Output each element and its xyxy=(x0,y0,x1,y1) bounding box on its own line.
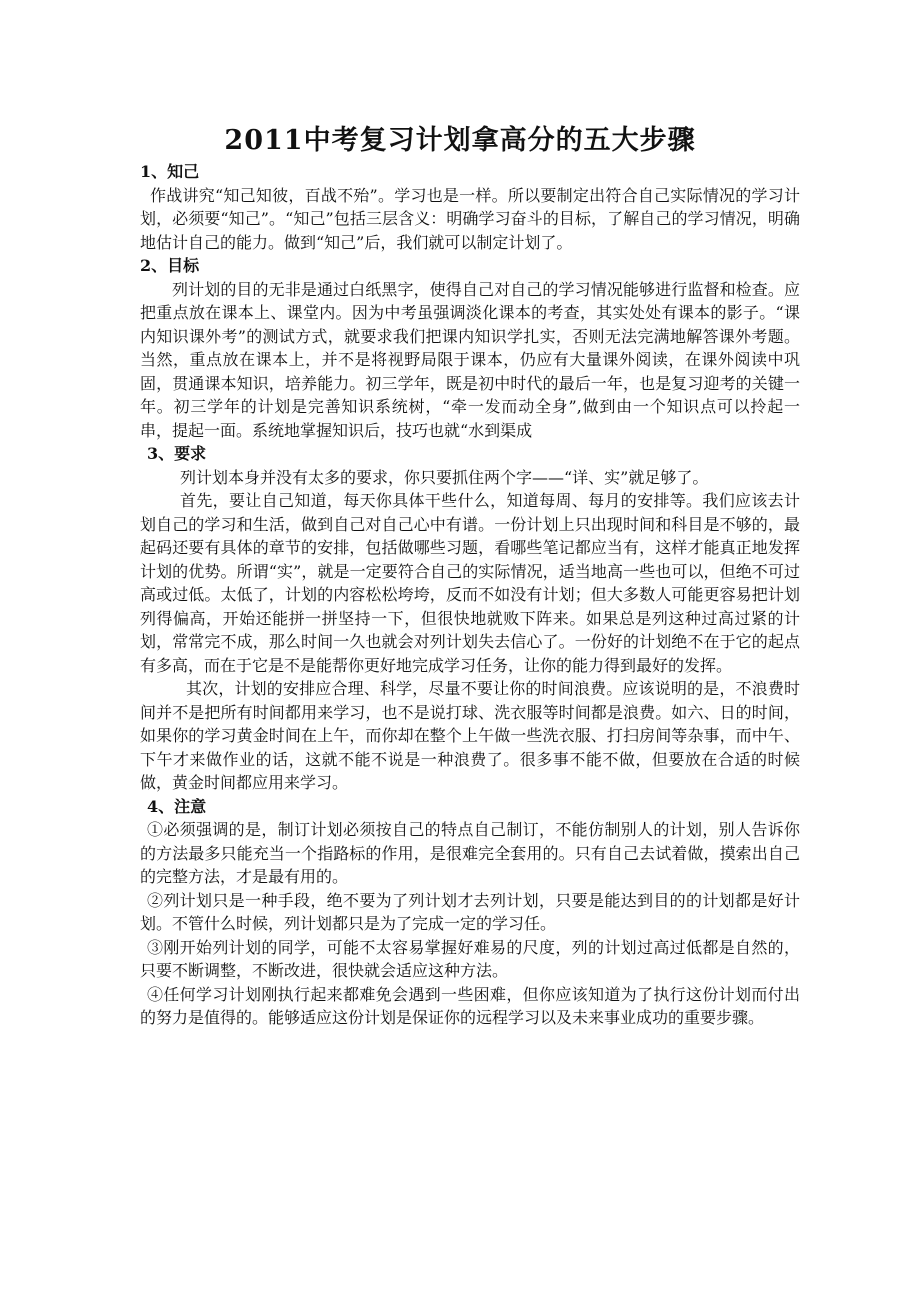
paragraph: 首先，要让自己知道，每天你具体干些什么，知道每周、每月的安排等。我们应该去计划自己的学习和生活，做到自己对自己心中有谱。一份计划上只出现时间和科目是不够的，最起码还要有具体的章节的安排，包括做哪些习题，看哪些笔记都应当有，这样才能真正地发挥计划的优势。所谓“实”，就是一定要符合自己的实际情况，适当地高一些也可以，但绝不可过高或过低。太低了，计划的内容松松垮垮，反而不如没有计划；但大多数人可能更容易把计划列得偏高，开始还能拼一拼坚持一下，但很快地就败下阵来。如果总是列这种过高过紧的计划，常常完不成，那么时间一久也就会对列计划失去信心了。一份好的计划绝不在于它的起点有多高，而在于它是不是能帮你更好地完成学习任务，让你的能力得到最好的发挥。 xyxy=(140,491,800,675)
paragraph: 列计划的目的无非是通过白纸黑字，使得自己对自己的学习情况能够进行监督和检查。应把重点放在课本上、课堂内。因为中考虽强调淡化课本的考查，其实处处有课本的影子。“课内知识课外考”的测试方式，就要求我们把课内知识学扎实，否则无法完满地解答课外考题。当然，重点放在课本上，并不是将视野局限于课本，仍应有大量课外阅读，在课外阅读中巩固，贯通课本知识，培养能力。初三学年，既是初中时代的最后一年，也是复习迎考的关键一年。初三学年的计划是完善知识系统树，“牵一发而动全身”,做到由一个知识点可以拎起一串，提起一面。系统地掌握知识后，技巧也就“水到渠成 xyxy=(140,279,800,440)
list-item: ④任何学习计划刚执行起来都难免会遇到一些困难，但你应该知道为了执行这份计划而付出的努力是值得的。能够适应这份计划是保证你的远程学习以及未来事业成功的重要步骤。 xyxy=(140,984,800,1027)
paragraph: 作战讲究“知己知彼，百战不殆”。学习也是一样。所以要制定出符合自己实际情况的学习计划，必须要“知己”。“知己”包括三层含义：明确学习奋斗的目标，了解自己的学习情况，明确地估计自己的能力。做到“知己”后，我们就可以制定计划了。 xyxy=(140,185,800,252)
section-heading-1: 1、知己 xyxy=(140,162,200,181)
list-item: ①必须强调的是，制订计划必须按自己的特点自己制订，不能仿制别人的计划，别人告诉你的方法最多只能充当一个指路标的作用，是很难完全套用的。只有自己去试着做，摸索出自己的完整方法，才是最有用的。 xyxy=(140,820,800,886)
list-item: ③刚开始列计划的同学，可能不太容易掌握好难易的尺度，列的计划过高过低都是自然的，只要不断调整，不断改进，很快就会适应这种方法。 xyxy=(140,937,800,980)
paragraph: 其次，计划的安排应合理、科学，尽量不要让你的时间浪费。应该说明的是，不浪费时间并不是把所有时间都用来学习，也不是说打球、洗衣服等时间都是浪费。如六、日的时间，如果你的学习黄金时间在上午，而你却在整个上午做一些洗衣服、打扫房间等杂事，而中午、下午才来做作业的话，这就不能不说是一种浪费了。很多事不能不做，但要放在合适的时候做，黄金时间都应用来学习。 xyxy=(140,679,800,792)
paragraph: 列计划本身并没有太多的要求，你只要抓住两个字——“详、实”就足够了。 xyxy=(180,467,709,487)
section-heading-2: 2、目标 xyxy=(140,256,200,275)
section-heading-3: 3、要求 xyxy=(147,444,207,463)
section-heading-4: 4、注意 xyxy=(147,796,207,816)
document-title: 2011中考复习计划拿高分的五大步骤 xyxy=(224,125,696,156)
document-body xyxy=(140,160,800,1030)
list-item: ②列计划只是一种手段，绝不要为了列计划才去列计划，只要是能达到目的的计划都是好计划。不管什么时候，列计划都只是为了完成一定的学习任。 xyxy=(140,890,800,933)
